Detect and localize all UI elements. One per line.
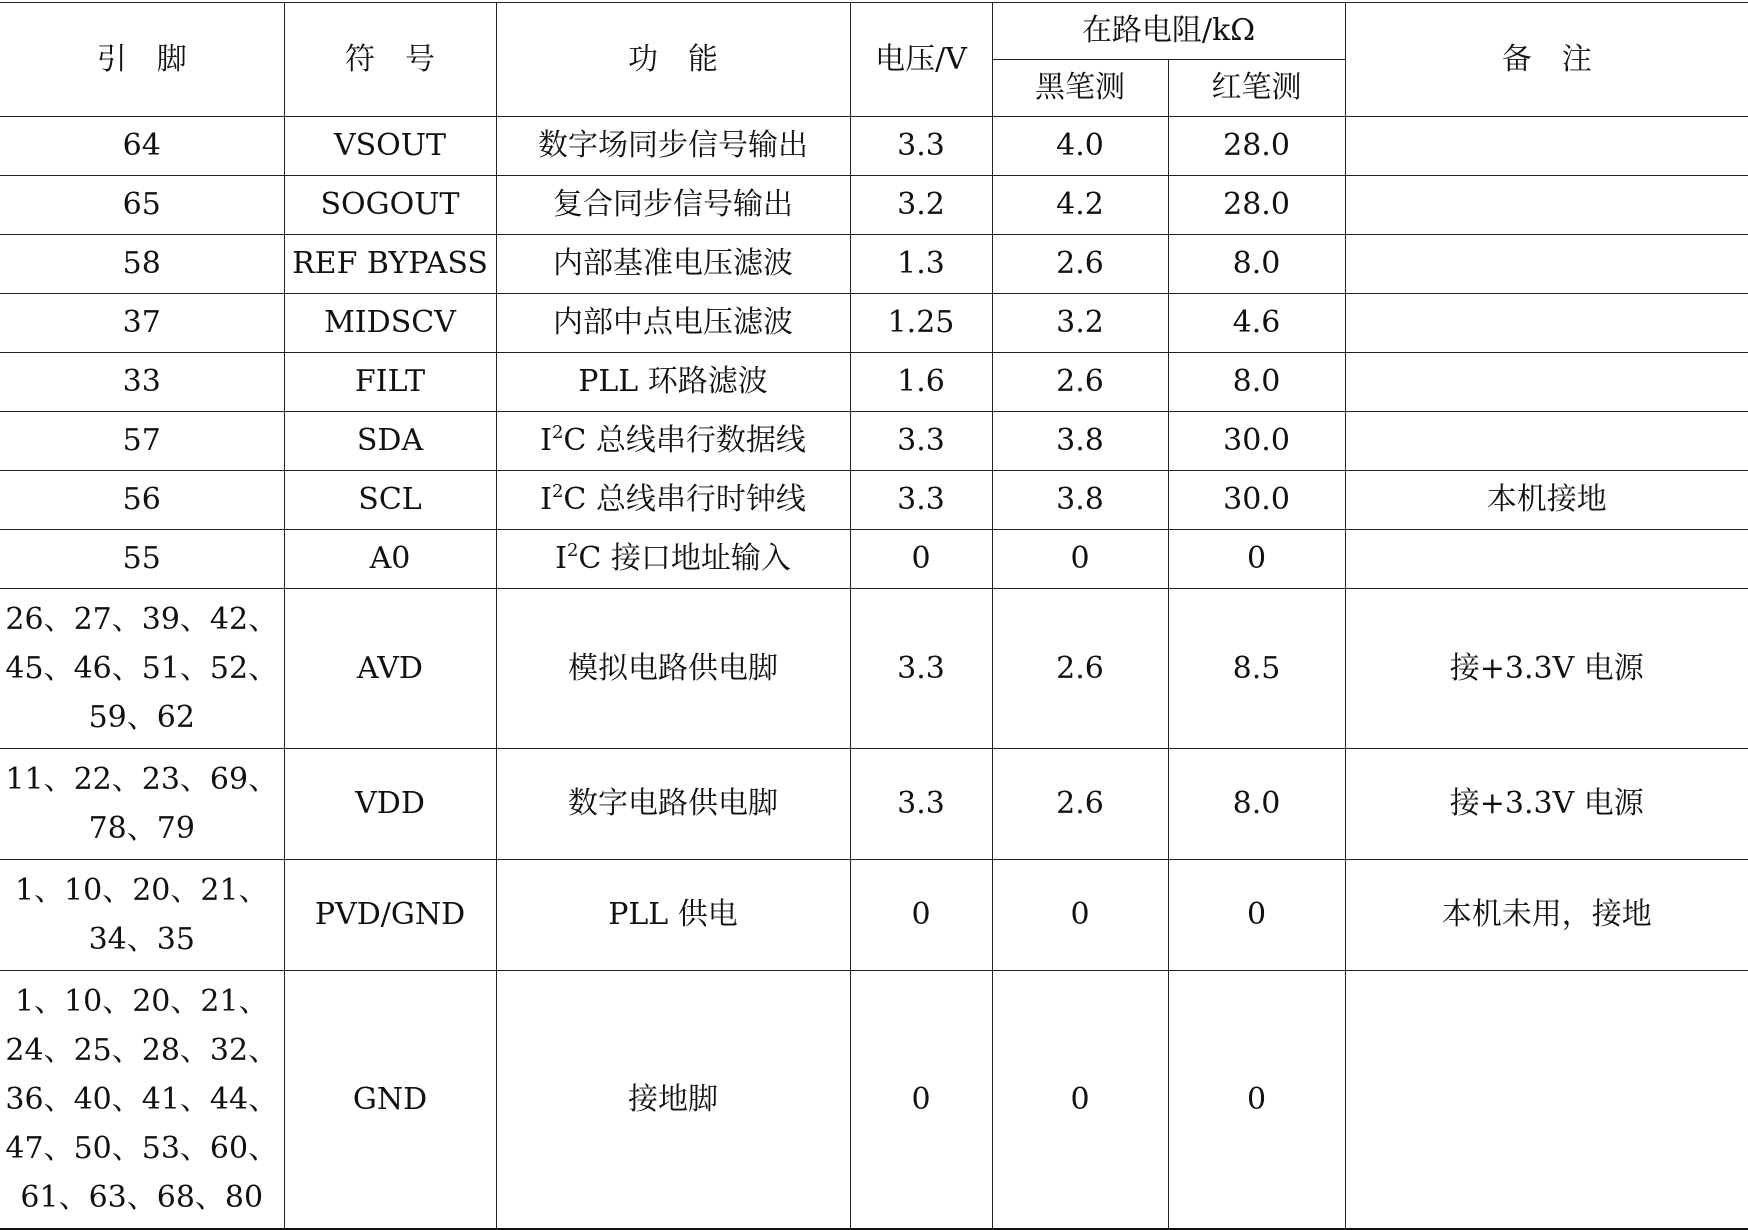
cell-pin: 55 — [0, 530, 284, 589]
cell-black-probe: 3.8 — [992, 471, 1168, 530]
cell-red-probe: 0 — [1168, 971, 1345, 1230]
cell-black-probe: 2.6 — [992, 353, 1168, 412]
cell-red-probe: 8.0 — [1168, 353, 1345, 412]
cell-voltage: 3.3 — [850, 117, 992, 176]
cell-red-probe: 28.0 — [1168, 117, 1345, 176]
cell-remark: 本机接地 — [1345, 471, 1748, 530]
cell-voltage: 0 — [850, 971, 992, 1230]
table-row — [0, 117, 1748, 176]
cell-pin: 26、27、39、42、45、46、51、52、59、62 — [0, 589, 284, 749]
cell-red-probe: 0 — [1168, 860, 1345, 971]
table-row — [0, 589, 1748, 749]
cell-function: 内部中点电压滤波 — [496, 294, 850, 353]
table-row — [0, 971, 1748, 1230]
cell-black-probe: 0 — [992, 530, 1168, 589]
cell-remark — [1345, 412, 1748, 471]
cell-remark — [1345, 235, 1748, 294]
cell-red-probe: 30.0 — [1168, 471, 1345, 530]
cell-voltage: 1.25 — [850, 294, 992, 353]
header-pin: 引 脚 — [0, 3, 284, 117]
cell-voltage: 3.3 — [850, 749, 992, 860]
cell-black-probe: 0 — [992, 971, 1168, 1230]
cell-red-probe: 8.0 — [1168, 749, 1345, 860]
cell-black-probe: 3.8 — [992, 412, 1168, 471]
cell-function: 复合同步信号输出 — [496, 176, 850, 235]
cell-pin: 11、22、23、69、78、79 — [0, 749, 284, 860]
cell-black-probe: 4.2 — [992, 176, 1168, 235]
cell-function — [496, 530, 850, 589]
cell-pin: 37 — [0, 294, 284, 353]
cell-voltage: 3.3 — [850, 412, 992, 471]
function-superscript: 2 — [566, 540, 579, 561]
header-resistance: 在路电阻/kΩ — [992, 3, 1345, 60]
cell-black-probe: 2.6 — [992, 749, 1168, 860]
cell-function: 数字电路供电脚 — [496, 749, 850, 860]
table-row — [0, 860, 1748, 971]
table-row — [0, 353, 1748, 412]
header-black-probe: 黑笔测 — [992, 60, 1168, 117]
cell-remark: 本机未用，接地 — [1345, 860, 1748, 971]
cell-pin: 33 — [0, 353, 284, 412]
table-row — [0, 235, 1748, 294]
cell-voltage: 3.3 — [850, 471, 992, 530]
header-red-probe: 红笔测 — [1168, 60, 1345, 117]
cell-red-probe: 30.0 — [1168, 412, 1345, 471]
cell-symbol: SCL — [284, 471, 496, 530]
cell-function: PLL 环路滤波 — [496, 353, 850, 412]
cell-voltage: 0 — [850, 530, 992, 589]
cell-red-probe: 8.0 — [1168, 235, 1345, 294]
pin-table — [0, 2, 1748, 1230]
cell-symbol: SDA — [284, 412, 496, 471]
cell-symbol: FILT — [284, 353, 496, 412]
cell-function: PLL 供电 — [496, 860, 850, 971]
cell-red-probe: 28.0 — [1168, 176, 1345, 235]
cell-function — [496, 412, 850, 471]
header-symbol: 符 号 — [284, 3, 496, 117]
cell-voltage: 1.3 — [850, 235, 992, 294]
cell-symbol: AVD — [284, 589, 496, 749]
cell-red-probe: 0 — [1168, 530, 1345, 589]
cell-voltage: 3.3 — [850, 589, 992, 749]
cell-remark — [1345, 971, 1748, 1230]
table-body — [0, 117, 1748, 1230]
table-row — [0, 294, 1748, 353]
cell-black-probe: 0 — [992, 860, 1168, 971]
cell-remark — [1345, 176, 1748, 235]
cell-remark — [1345, 353, 1748, 412]
table-header — [0, 3, 1748, 117]
cell-symbol: GND — [284, 971, 496, 1230]
table-row — [0, 471, 1748, 530]
cell-pin: 1、10、20、21、34、35 — [0, 860, 284, 971]
cell-pin: 65 — [0, 176, 284, 235]
cell-red-probe: 4.6 — [1168, 294, 1345, 353]
function-superscript: 2 — [551, 481, 564, 502]
function-superscript: 2 — [551, 422, 564, 443]
function-prefix: I — [540, 482, 552, 517]
cell-symbol: VSOUT — [284, 117, 496, 176]
cell-pin: 57 — [0, 412, 284, 471]
cell-pin: 1、10、20、21、24、25、28、32、36、40、41、44、47、50、53、60、61、63、68、80 — [0, 971, 284, 1230]
cell-symbol: VDD — [284, 749, 496, 860]
function-rest: C 总线串行时钟线 — [563, 482, 806, 517]
cell-remark: 接+3.3V 电源 — [1345, 749, 1748, 860]
cell-remark: 接+3.3V 电源 — [1345, 589, 1748, 749]
cell-black-probe: 3.2 — [992, 294, 1168, 353]
cell-voltage: 0 — [850, 860, 992, 971]
function-rest: C 接口地址输入 — [578, 541, 791, 576]
cell-function: 接地脚 — [496, 971, 850, 1230]
header-function: 功 能 — [496, 3, 850, 117]
cell-remark — [1345, 294, 1748, 353]
cell-black-probe: 4.0 — [992, 117, 1168, 176]
function-rest: C 总线串行数据线 — [563, 423, 806, 458]
cell-symbol: REF BYPASS — [284, 235, 496, 294]
cell-pin: 64 — [0, 117, 284, 176]
cell-function: 数字场同步信号输出 — [496, 117, 850, 176]
header-remark: 备 注 — [1345, 3, 1748, 117]
cell-symbol: MIDSCV — [284, 294, 496, 353]
cell-red-probe: 8.5 — [1168, 589, 1345, 749]
cell-function: 模拟电路供电脚 — [496, 589, 850, 749]
table-row — [0, 412, 1748, 471]
table-row — [0, 749, 1748, 860]
function-prefix: I — [555, 541, 567, 576]
cell-black-probe: 2.6 — [992, 589, 1168, 749]
cell-symbol: PVD/GND — [284, 860, 496, 971]
function-prefix: I — [540, 423, 552, 458]
cell-symbol: A0 — [284, 530, 496, 589]
cell-voltage: 3.2 — [850, 176, 992, 235]
cell-remark — [1345, 530, 1748, 589]
cell-pin: 56 — [0, 471, 284, 530]
header-voltage: 电压/V — [850, 3, 992, 117]
cell-pin: 58 — [0, 235, 284, 294]
table-row — [0, 176, 1748, 235]
header-row-1 — [0, 3, 1748, 60]
cell-symbol: SOGOUT — [284, 176, 496, 235]
cell-black-probe: 2.6 — [992, 235, 1168, 294]
cell-voltage: 1.6 — [850, 353, 992, 412]
table-row — [0, 530, 1748, 589]
cell-remark — [1345, 117, 1748, 176]
cell-function — [496, 471, 850, 530]
cell-function: 内部基准电压滤波 — [496, 235, 850, 294]
